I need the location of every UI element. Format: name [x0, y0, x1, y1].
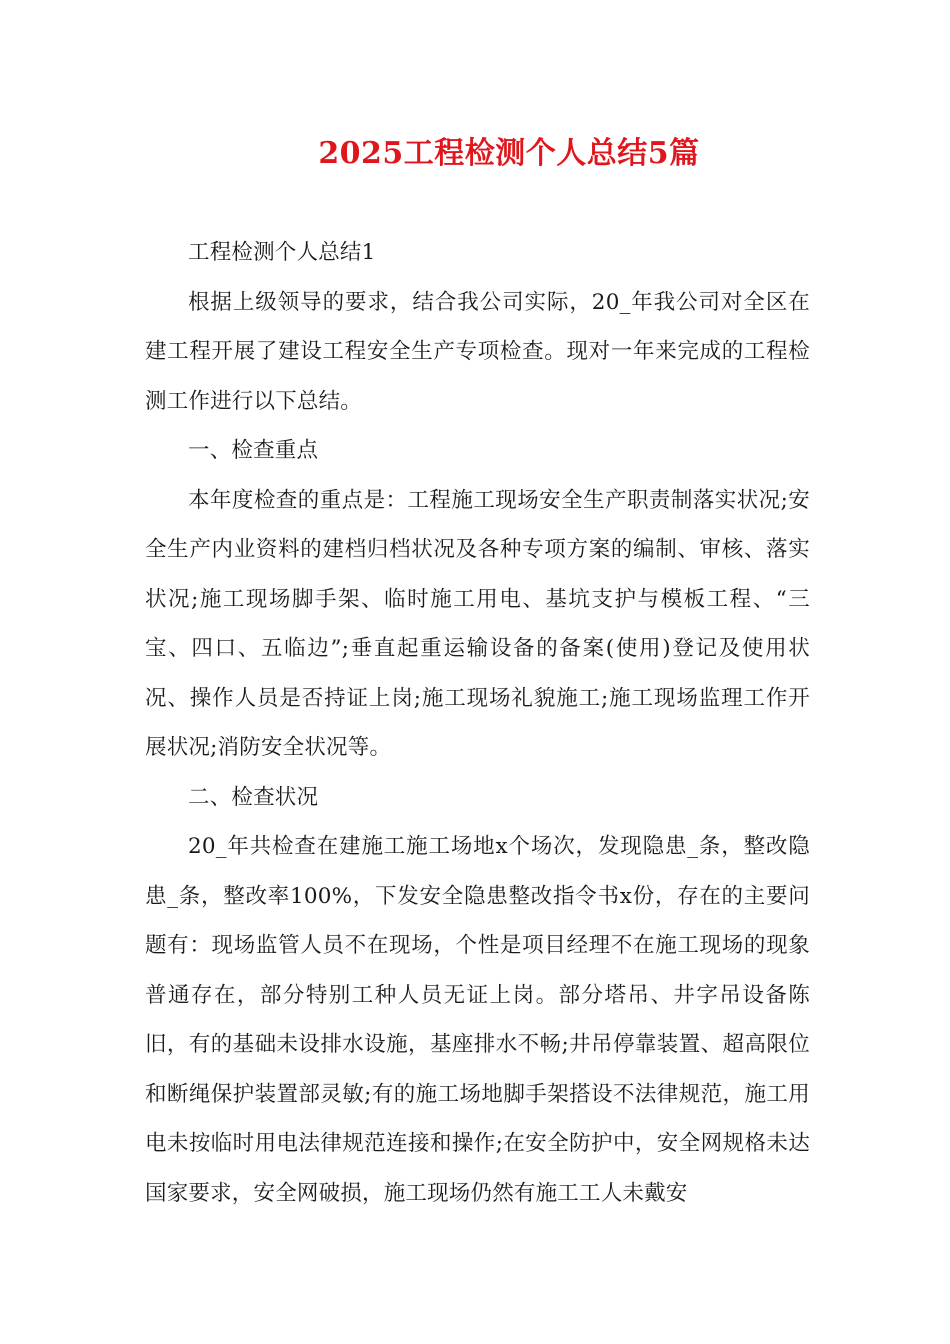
inspection-focus-paragraph: 本年度检查的重点是：工程施工现场安全生产职责制落实状况;安全生产内业资料的建档归档状况及各种专项方案的编制、审核、落实状况;施工现场脚手架、临时施工用电、基坑支护与模板工程、“三宝、四口、五临边”;垂直起重运输设备的备案(使用)登记及使用状况、操作人员是否持证上岗;施工现场礼貌施工;施工现场监理工作开展状况;消防安全状况等。: [145, 487, 810, 760]
inspection-status-paragraph: 20_年共检查在建施工施工场地x个场次，发现隐患_条，整改隐患_条，整改率100%，下发安全隐患整改指令书x份，存在的主要问题有：现场监管人员不在现场，个性是项目经理不在施工现场的现象普通存在，部分特别工种人员无证上岗。部分塔吊、井字吊设备陈旧，有的基础未设排水设施，基座排水不畅;井吊停靠装置、超高限位和断绳保护装置部灵敏;有的施工场地脚手架搭设不法律规范，施工用电未按临时用电法律规范连接和操作;在安全防护中，安全网规格未达国家要求，安全网破损，施工现场仍然有施工工人未戴安: [145, 834, 810, 1206]
section-heading-inspection-focus: 一、检查重点: [188, 438, 319, 463]
document-body: [145, 228, 810, 1218]
intro-paragraph: 根据上级领导的要求，结合我公司实际，20_年我公司对全区在建工程开展了建设工程安全生产专项检查。现对一年来完成的工程检测工作进行以下总结。: [145, 289, 810, 414]
section-heading-inspection-status: 二、检查状况: [188, 784, 319, 810]
section-heading-summary-1: 工程检测个人总结1: [188, 240, 376, 265]
document-title: 2025工程检测个人总结5篇: [318, 136, 700, 171]
